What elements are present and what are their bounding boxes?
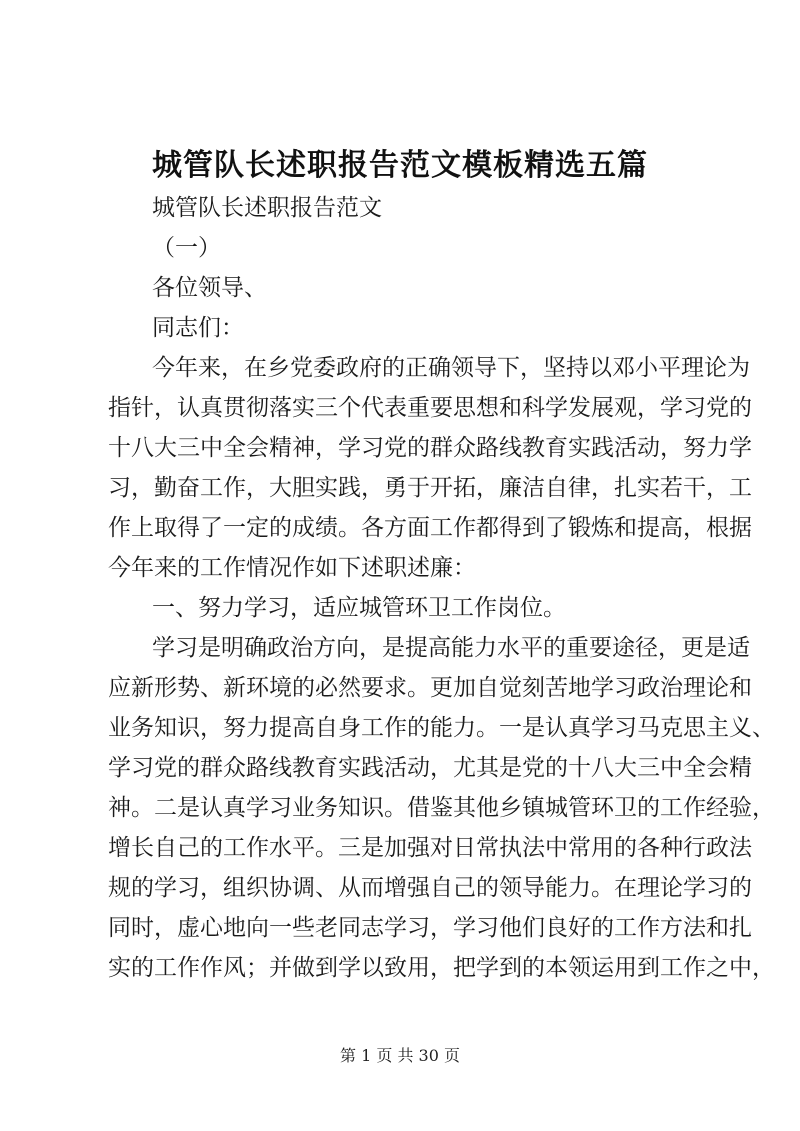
- paragraph-line: 学习党的群众路线教育实践活动，尤其是党的十八大三中全会精: [108, 755, 752, 781]
- paragraph-line: 今年来的工作情况作如下述职述廉：: [108, 555, 476, 581]
- paragraph-line: （一）: [152, 235, 221, 261]
- paragraph-line: 业务知识，努力提高自身工作的能力。一是认真学习马克思主义、: [108, 715, 775, 741]
- paragraph-line: 作上取得了一定的成绩。各方面工作都得到了锻炼和提高，根据: [108, 515, 752, 541]
- paragraph-line: 规的学习，组织协调、从而增强自己的领导能力。在理论学习的: [108, 875, 752, 901]
- paragraph-line: 增长自己的工作水平。三是加强对日常执法中常用的各种行政法: [108, 835, 752, 861]
- paragraph-line: 各位领导、: [152, 275, 267, 301]
- document-body: [108, 188, 775, 988]
- paragraph-line: 指针，认真贯彻落实三个代表重要思想和科学发展观，学习党的: [108, 395, 752, 421]
- paragraph-line: 今年来，在乡党委政府的正确领导下，坚持以邓小平理论为: [152, 355, 750, 381]
- paragraph-line: 同志们：: [152, 315, 244, 341]
- section-heading: 一、努力学习，适应城管环卫工作岗位。: [152, 595, 566, 621]
- paragraph-line: 学习是明确政治方向，是提高能力水平的重要途径，更是适: [152, 635, 750, 661]
- paragraph-line: 应新形势、新环境的必然要求。更加自觉刻苦地学习政治理论和: [108, 675, 752, 701]
- paragraph-line: 习，勤奋工作，大胆实践，勇于开拓，廉洁自律，扎实若干，工: [108, 475, 752, 501]
- page-footer: 第 1 页 共 30 页: [340, 1046, 460, 1065]
- paragraph-line: 同时，虚心地向一些老同志学习，学习他们良好的工作方法和扎: [108, 915, 752, 941]
- paragraph-line: 神。二是认真学习业务知识。借鉴其他乡镇城管环卫的工作经验，: [108, 795, 775, 821]
- paragraph-line: 十八大三中全会精神，学习党的群众路线教育实践活动，努力学: [108, 435, 752, 461]
- paragraph-line: 城管队长述职报告范文: [152, 195, 382, 221]
- paragraph-line: 实的工作作风；并做到学以致用，把学到的本领运用到工作之中，: [108, 955, 775, 981]
- document-title: 城管队长述职报告范文模板精选五篇: [152, 148, 648, 183]
